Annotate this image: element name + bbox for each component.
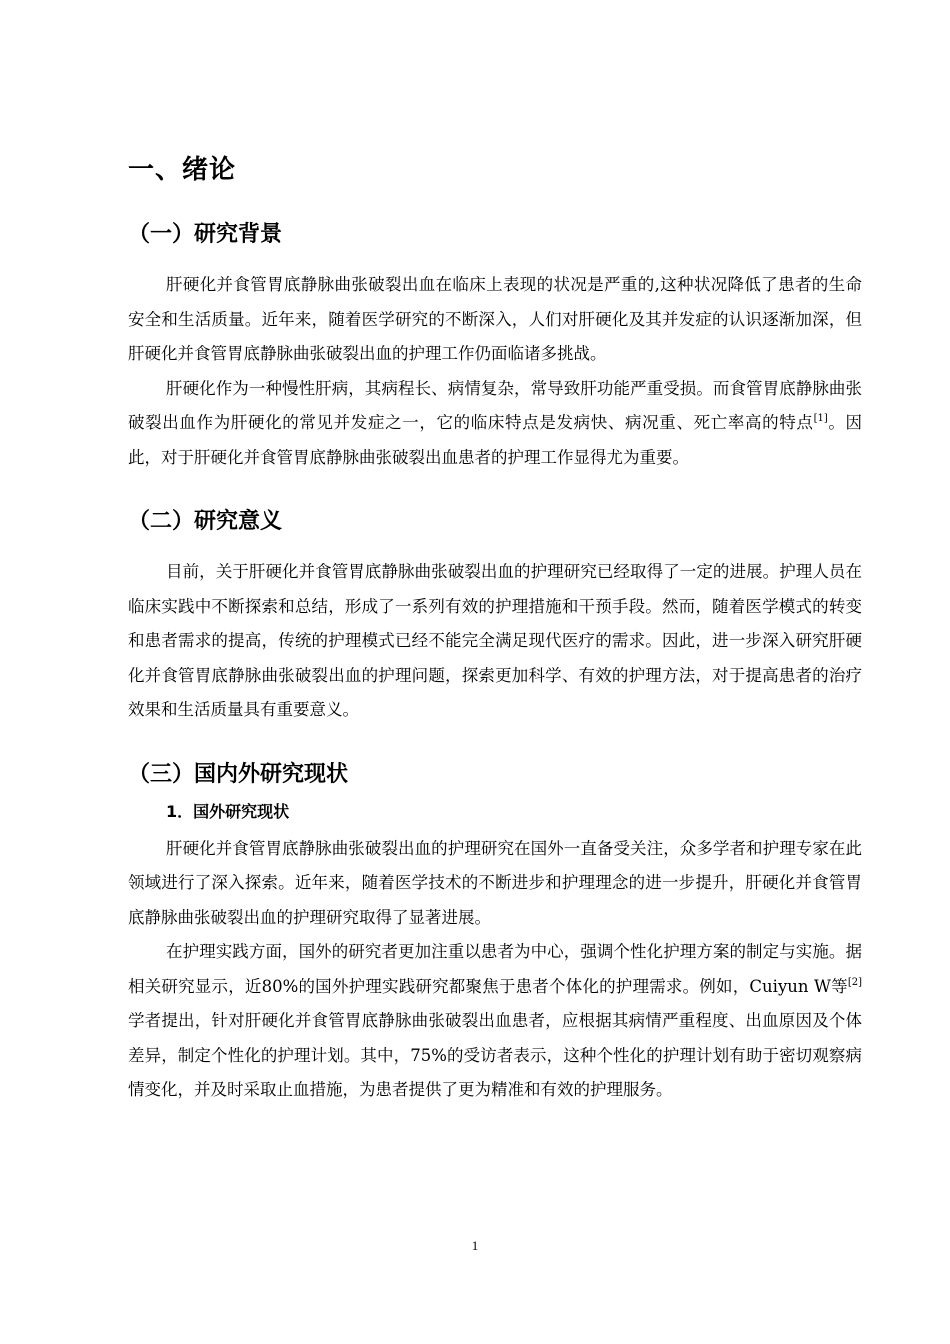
section-research-background (128, 218, 862, 475)
paragraph: 目前，关于肝硬化并食管胃底静脉曲张破裂出血的护理研究已经取得了一定的进展。护理人员在临床实践中不断探索和总结，形成了一系列有效的护理措施和干预手段。然而，随着医学模式的转变和患者需求的提高，传统的护理模式已经不能完全满足现代医疗的需求。因此，进一步深入研究肝硬化并食管胃底静脉曲张破裂出血的护理问题，探索更加科学、有效的护理方法，对于提高患者的治疗效果和生活质量具有重要意义。 (128, 562, 862, 719)
citation-ref: [1] (813, 413, 828, 424)
paragraph: 肝硬化作为一种慢性肝病，其病程长、病情复杂，常导致肝功能严重受损。而食管胃底静脉曲张破裂出血作为肝硬化的常见并发症之一，它的临床特点是发病快、病况重、死亡率高的特点[1]。因此，对于肝硬化并食管胃底静脉曲张破裂出血患者的护理工作显得尤为重要。 (128, 378, 863, 467)
section-heading: （三）国内外研究现状 (128, 761, 349, 787)
subsection-heading: 1．国外研究现状 (166, 801, 290, 821)
section-research-significance (128, 505, 862, 728)
paragraph: 肝硬化并食管胃底静脉曲张破裂出血的护理研究在国外一直备受关注，众多学者和护理专家在此领域进行了深入探索。近年来，随着医学技术的不断进步和护理理念的进一步提升，肝硬化并食管胃底静脉曲张破裂出血的护理研究取得了显著进展。 (128, 838, 862, 927)
section-heading: （二）研究意义 (128, 509, 283, 534)
chapter-title: 一、绪论 (128, 155, 237, 185)
page-content (128, 150, 862, 1108)
page-number: 1 (471, 1238, 479, 1253)
section-research-status (128, 758, 862, 1108)
paragraph: 在护理实践方面，国外的研究者更加注重以患者为中心，强调个性化护理方案的制定与实施。据相关研究显示，近80%的国外护理实践研究都聚焦于患者个体化的护理需求。例如，Cuiyun W等[2]学者提出，针对肝硬化并食管胃底静脉曲张破裂出血患者，应根据其病情严重程度、出血原因及个体差异，制定个性化的护理计划。其中，75%的受访者表示，这种个性化的护理计划有助于密切观察病情变化，并及时采取止血措施，为患者提供了更为精准和有效的护理服务。 (128, 942, 862, 1099)
paragraph: 肝硬化并食管胃底静脉曲张破裂出血在临床上表现的状况是严重的,这种状况降低了患者的生命安全和生活质量。近年来，随着医学研究的不断深入，人们对肝硬化及其并发症的认识逐渐加深，但肝硬化并食管胃底静脉曲张破裂出血的护理工作仍面临诸多挑战。 (128, 275, 862, 363)
citation-ref: [2] (847, 976, 862, 988)
section-heading: （一）研究背景 (128, 222, 283, 247)
